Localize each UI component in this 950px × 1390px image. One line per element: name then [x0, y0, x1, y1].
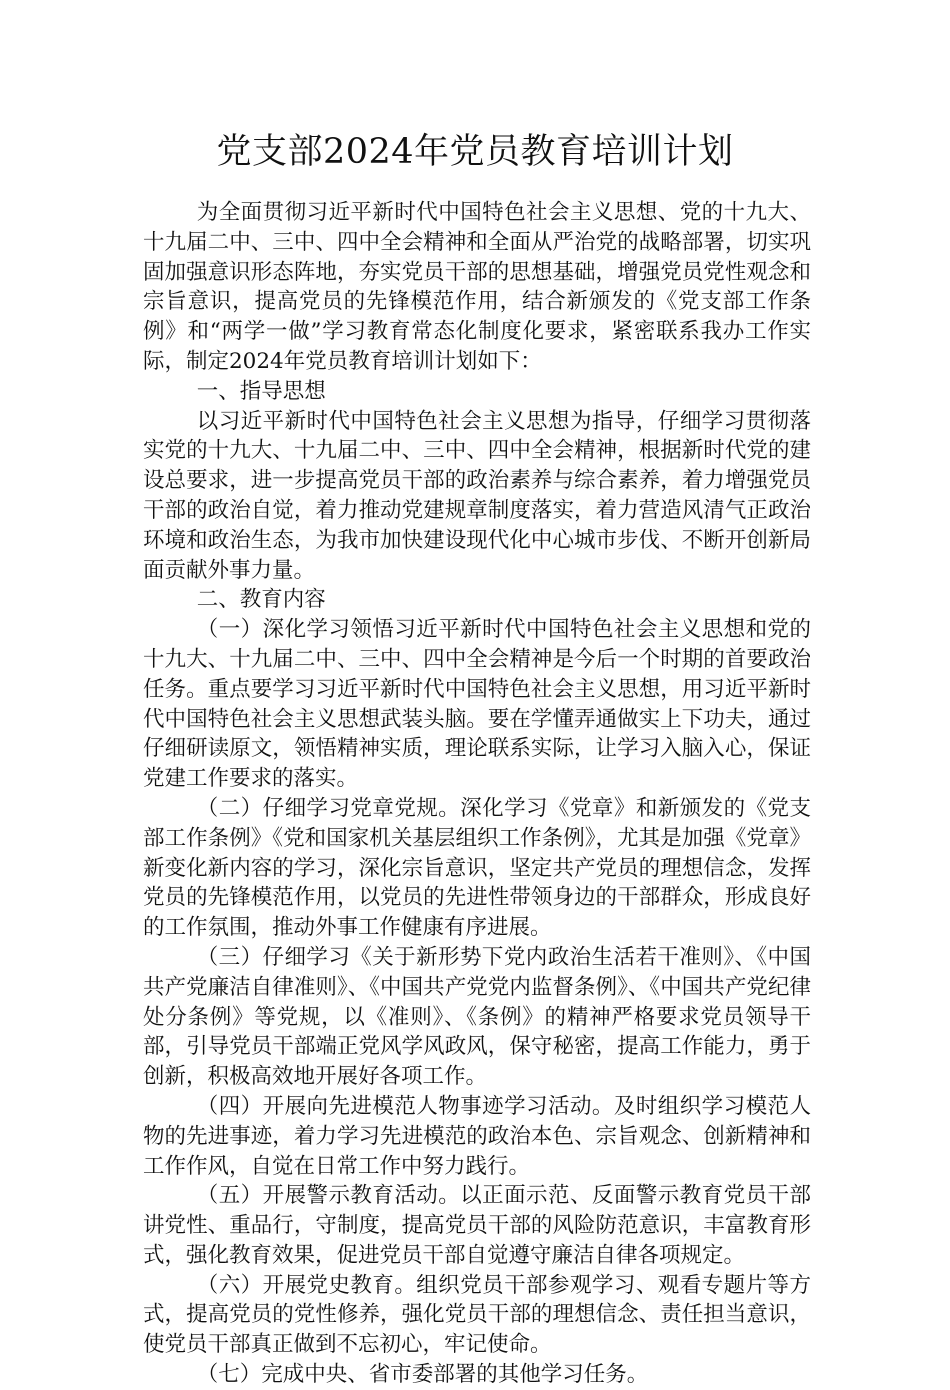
- content-item-5: （五）开展警示教育活动。以正面示范、反面警示教育党员干部讲党性、重品行，守制度，提高党员干部的风险防范意识，丰富教育形式，强化教育效果，促进党员干部自觉遵守廉洁自律各项规定。: [143, 1183, 811, 1268]
- document-body: [143, 198, 811, 1390]
- content-item-2: （二）仔细学习党章党规。深化学习《党章》和新颁发的《党支部工作条例》《党和国家机关基层组织工作条例》，尤其是加强《党章》新变化新内容的学习，深化宗旨意识，坚定共产党员的理想信念，发挥党员的先锋模范作用，以党员的先进性带领身边的干部群众，形成良好的工作氛围，推动外事工作健康有序进展。: [143, 795, 811, 941]
- content-item-3: （三）仔细学习《关于新形势下党内政治生活若干准则》、《中国共产党廉洁自律准则》、《中国共产党党内监督条例》、《中国共产党纪律处分条例》等党规，以《准则》、《条例》的精神严格要求党员领导干部，引导党员干部端正党风学风政风，保守秘密，提高工作能力，勇于创新，积极高效地开展好各项工作。: [143, 944, 811, 1090]
- content-item-6: （六）开展党史教育。组织党员干部参观学习、观看专题片等方式，提高党员的党性修养，强化党员干部的理想信念、责任担当意识，使党员干部真正做到不忘初心，牢记使命。: [143, 1272, 811, 1358]
- guiding-ideology-paragraph: 以习近平新时代中国特色社会主义思想为指导，仔细学习贯彻落实党的十九大、十九届二中、三中、四中全会精神，根据新时代党的建设总要求，进一步提高党员干部的政治素养与综合素养，着力增强党员干部的政治自觉，着力推动党建规章制度落实，着力营造风清气正政治环境和政治生态，为我市加快建设现代化中心城市步伐、不断开创新局面贡献外事力量。: [143, 408, 811, 583]
- section-heading-education-content: 二、教育内容: [196, 587, 326, 613]
- document-title: 党支部2024年党员教育培训计划: [216, 132, 734, 172]
- content-item-1: （一）深化学习领悟习近平新时代中国特色社会主义思想和党的十九大、十九届二中、三中、四中全会精神是今后一个时期的首要政治任务。重点要学习习近平新时代中国特色社会主义思想，用习近平新时代中国特色社会主义思想武装头脑。要在学懂弄通做实上下功夫，通过仔细研读原文，领悟精神实质，理论联系实际，让学习入脑入心，保证党建工作要求的落实。: [143, 617, 811, 792]
- content-item-7: （七）完成中央、省市委部署的其他学习任务。: [196, 1362, 649, 1388]
- content-item-4: （四）开展向先进模范人物事迹学习活动。及时组织学习模范人物的先进事迹，着力学习先进模范的政治本色、宗旨观念、创新精神和工作作风，自觉在日常工作中努力践行。: [143, 1093, 811, 1179]
- section-heading-guiding-ideology: 一、指导思想: [196, 378, 326, 404]
- intro-paragraph: 为全面贯彻习近平新时代中国特色社会主义思想、党的十九大、十九届二中、三中、四中全会精神和全面从严治党的战略部署，切实巩固加强意识形态阵地，夯实党员干部的思想基础，增强党员党性观念和宗旨意识，提高党员的先锋模范作用，结合新颁发的《党支部工作条例》和“两学一做”学习教育常态化制度化要求，紧密联系我办工作实际，制定2024年党员教育培训计划如下：: [143, 200, 811, 374]
